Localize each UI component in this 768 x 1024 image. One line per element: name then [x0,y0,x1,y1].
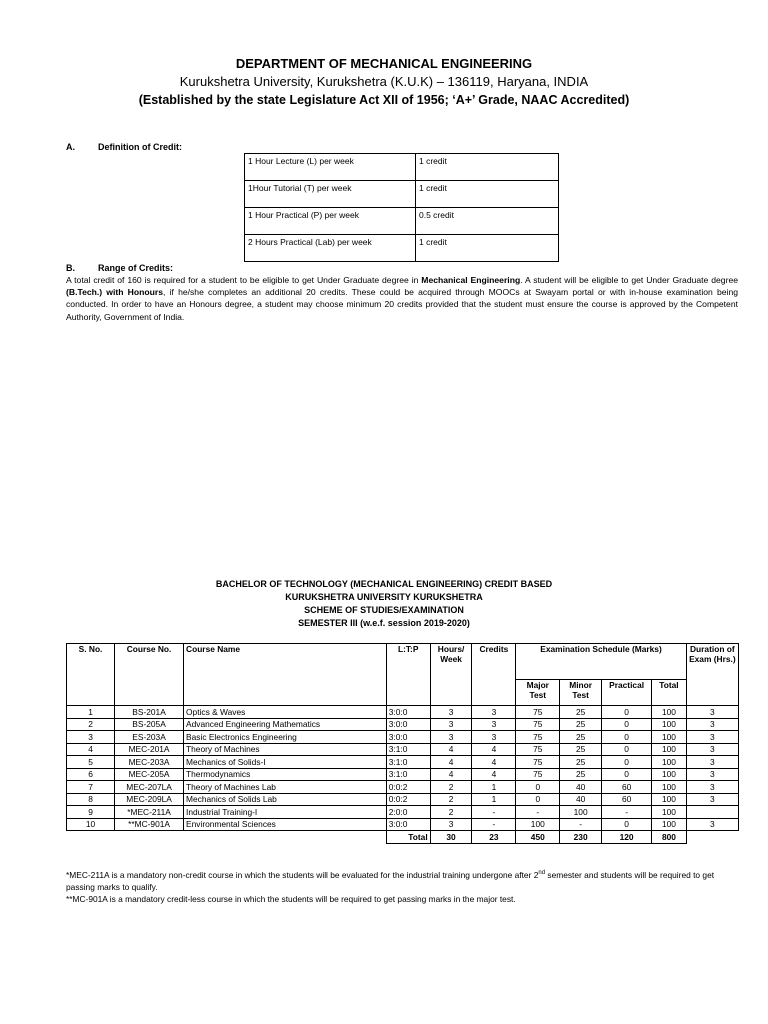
footnotes [66,867,740,905]
row-course-no: *MEC-211A [115,806,184,819]
header-hours: Hours/ Week [430,644,472,706]
row-sno: 1 [67,706,115,719]
row-practical: - [602,806,652,819]
row-ltp: 0:0:2 [386,793,430,806]
row-practical: 0 [602,768,652,781]
row-course-name: Thermodynamics [184,768,387,781]
section-a-title: Definition of Credit: [98,142,182,152]
header-duration: Duration of Exam (Hrs.) [686,644,738,706]
section-a-letter: A. [66,142,75,152]
row-course-name: Theory of Machines [184,743,387,756]
row-course-no: BS-205A [115,718,184,731]
row-duration: 3 [686,731,738,744]
row-major: 75 [516,743,560,756]
row-duration: 3 [686,706,738,719]
row-major: - [516,806,560,819]
credit-value: 1 credit [416,235,559,262]
row-hours: 4 [430,743,472,756]
footnote-1 [66,867,740,893]
table-row [67,743,739,756]
scheme-title [0,578,768,630]
row-sno: 4 [67,743,115,756]
credit-value: 0.5 credit [416,208,559,235]
row-hours: 3 [430,718,472,731]
row-total: 100 [652,706,686,719]
empty-cell [184,831,387,844]
table-header-row [67,644,739,680]
row-course-no: MEC-201A [115,743,184,756]
table-row [245,208,559,235]
row-sno: 5 [67,756,115,769]
row-minor: 25 [560,756,602,769]
empty-cell [67,831,115,844]
row-duration: 3 [686,743,738,756]
row-hours: 2 [430,793,472,806]
row-sno: 3 [67,731,115,744]
credit-item: 2 Hours Practical (Lab) per week [245,235,416,262]
row-sno: 9 [67,806,115,819]
row-minor: 25 [560,743,602,756]
row-sno: 2 [67,718,115,731]
row-course-no: ES-203A [115,731,184,744]
row-major: 0 [516,781,560,794]
table-row [67,806,739,819]
row-hours: 2 [430,806,472,819]
header-exam-schedule: Examination Schedule (Marks) [516,644,686,680]
row-minor: 25 [560,706,602,719]
header-major: Major Test [516,680,560,706]
row-ltp: 3:0:0 [386,818,430,831]
row-course-no: MEC-205A [115,768,184,781]
row-major: 75 [516,731,560,744]
row-course-name: Industrial Training-I [184,806,387,819]
row-major: 100 [516,818,560,831]
total-minor: 230 [560,831,602,844]
row-credits: 3 [472,706,516,719]
row-total: 100 [652,718,686,731]
row-minor: 25 [560,718,602,731]
row-course-name: Optics & Waves [184,706,387,719]
established-line: (Established by the state Legislature Act XII of 1956; ‘A+’ Grade, NAAC Accredited) [138,93,630,107]
row-minor: - [560,818,602,831]
row-practical: 60 [602,781,652,794]
row-hours: 4 [430,768,472,781]
footnote-text: *MEC-211A is a mandatory non-credit course in which the students will be evaluated for the industrial training undergone after 2 [66,869,539,880]
row-ltp: 3:0:0 [386,731,430,744]
row-course-name: Basic Electronics Engineering [184,731,387,744]
credit-item: 1 Hour Practical (P) per week [245,208,416,235]
row-major: 75 [516,706,560,719]
row-course-name: Theory of Machines Lab [184,781,387,794]
credit-item: 1 Hour Lecture (L) per week [245,154,416,181]
credit-value: 1 credit [416,181,559,208]
row-practical: 0 [602,706,652,719]
row-ltp: 2:0:0 [386,806,430,819]
footnote-2: **MC-901A is a mandatory credit-less course in which the students will be required to get passing marks in the major test. [66,893,516,904]
row-duration: 3 [686,781,738,794]
empty-cell [115,831,184,844]
footnote-sup: nd [538,870,546,876]
row-hours: 2 [430,781,472,794]
row-practical: 0 [602,743,652,756]
department-title: DEPARTMENT OF MECHANICAL ENGINEERING [235,56,533,71]
row-course-name: Mechanics of Solids Lab [184,793,387,806]
row-course-no: MEC-207LA [115,781,184,794]
empty-cell [686,831,738,844]
row-practical: 0 [602,756,652,769]
row-total: 100 [652,793,686,806]
para-text: , if he/she completes an additional 20 credits. These could be acquired through MOOCs at Swayam portal or with in-house examination being conducted. In order to have an Honours degree, a student may choose minimum 20 credits provided that the student must ensure the course is approved by the Competent Authority, Government of India. [66,287,738,322]
row-duration: 3 [686,768,738,781]
total-credits: 23 [472,831,516,844]
row-minor: 40 [560,793,602,806]
scheme-line-2: KURUKSHETRA UNIVERSITY KURUKSHETRA [285,592,483,602]
header-ltp: L:T:P [386,644,430,706]
row-hours: 3 [430,706,472,719]
row-hours: 4 [430,756,472,769]
table-row [67,818,739,831]
row-sno: 6 [67,768,115,781]
row-course-no: MEC-209LA [115,793,184,806]
row-sno: 10 [67,818,115,831]
total-major: 450 [516,831,560,844]
para-bold-mechanical: Mechanical Engineering [421,275,521,285]
row-ltp: 3:0:0 [386,718,430,731]
row-credits: 4 [472,756,516,769]
row-duration: 3 [686,793,738,806]
header-practical: Practical [602,680,652,706]
row-course-name: Advanced Engineering Mathematics [184,718,387,731]
scheme-line-3: SCHEME OF STUDIES/EXAMINATION [304,605,464,615]
credit-value: 1 credit [416,154,559,181]
row-credits: 1 [472,793,516,806]
table-row [67,718,739,731]
row-credits: 4 [472,768,516,781]
table-row [67,756,739,769]
row-duration: 3 [686,756,738,769]
row-major: 75 [516,718,560,731]
para-bold-honours: (B.Tech.) with Honours [66,287,164,298]
header-minor: Minor Test [560,680,602,706]
row-course-no: MEC-203A [115,756,184,769]
row-practical: 0 [602,718,652,731]
total-total: 800 [652,831,686,844]
row-course-no: BS-201A [115,706,184,719]
row-total: 100 [652,743,686,756]
row-ltp: 0:0:2 [386,781,430,794]
row-sno: 7 [67,781,115,794]
row-practical: 60 [602,793,652,806]
section-b-title: Range of Credits: [98,263,174,273]
para-text: A total credit of 160 is required for a student to be eligible to get Under Graduate degree in [66,275,422,285]
row-ltp: 3:1:0 [386,756,430,769]
row-course-name: Environmental Sciences [184,818,387,831]
total-practical: 120 [602,831,652,844]
table-row [67,731,739,744]
row-hours: 3 [430,818,472,831]
table-row [245,235,559,262]
table-row [67,706,739,719]
scheme-table [66,643,739,844]
row-hours: 3 [430,731,472,744]
row-total: 100 [652,806,686,819]
header-course-name: Course Name [184,644,387,706]
range-of-credits-paragraph [66,274,738,323]
row-duration: 3 [686,818,738,831]
row-course-no: **MC-901A [115,818,184,831]
row-sno: 8 [67,793,115,806]
table-row [67,768,739,781]
credit-definition-table [244,153,559,262]
row-course-name: Mechanics of Solids-I [184,756,387,769]
row-credits: 1 [472,781,516,794]
row-major: 75 [516,756,560,769]
scheme-line-1: BACHELOR OF TECHNOLOGY (MECHANICAL ENGINEERING) CREDIT BASED [215,579,553,589]
total-label: Total [386,831,430,844]
row-total: 100 [652,756,686,769]
row-minor: 25 [560,768,602,781]
row-minor: 40 [560,781,602,794]
university-line: Kurukshetra University, Kurukshetra (K.U.K) – 136119, Haryana, INDIA [179,74,589,89]
row-duration [686,806,738,819]
row-credits: - [472,818,516,831]
course-rows [67,706,739,831]
header-course-no: Course No. [115,644,184,706]
header-total: Total [652,680,686,706]
row-ltp: 3:1:0 [386,743,430,756]
row-total: 100 [652,731,686,744]
footnote-text: semester and students will be required to get passing marks to qualify. [66,869,715,892]
row-total: 100 [652,818,686,831]
table-row [245,181,559,208]
section-b-letter: B. [66,263,75,273]
row-major: 0 [516,793,560,806]
row-practical: 0 [602,818,652,831]
header-credits: Credits [472,644,516,706]
row-ltp: 3:1:0 [386,768,430,781]
total-row [67,831,739,844]
table-row [67,793,739,806]
row-total: 100 [652,781,686,794]
scheme-line-4: SEMESTER III (w.e.f. session 2019-2020) [298,618,470,628]
row-credits: - [472,806,516,819]
row-ltp: 3:0:0 [386,706,430,719]
row-credits: 3 [472,731,516,744]
row-minor: 25 [560,731,602,744]
row-major: 75 [516,768,560,781]
para-text: . A student will be eligible to get Under Graduate degree [520,275,739,285]
header-sno: S. No. [67,644,115,706]
row-credits: 3 [472,718,516,731]
total-hours: 30 [430,831,472,844]
row-total: 100 [652,768,686,781]
row-minor: 100 [560,806,602,819]
credit-item: 1Hour Tutorial (T) per week [245,181,416,208]
row-credits: 4 [472,743,516,756]
row-practical: 0 [602,731,652,744]
table-row [245,154,559,181]
table-row [67,781,739,794]
row-duration: 3 [686,718,738,731]
